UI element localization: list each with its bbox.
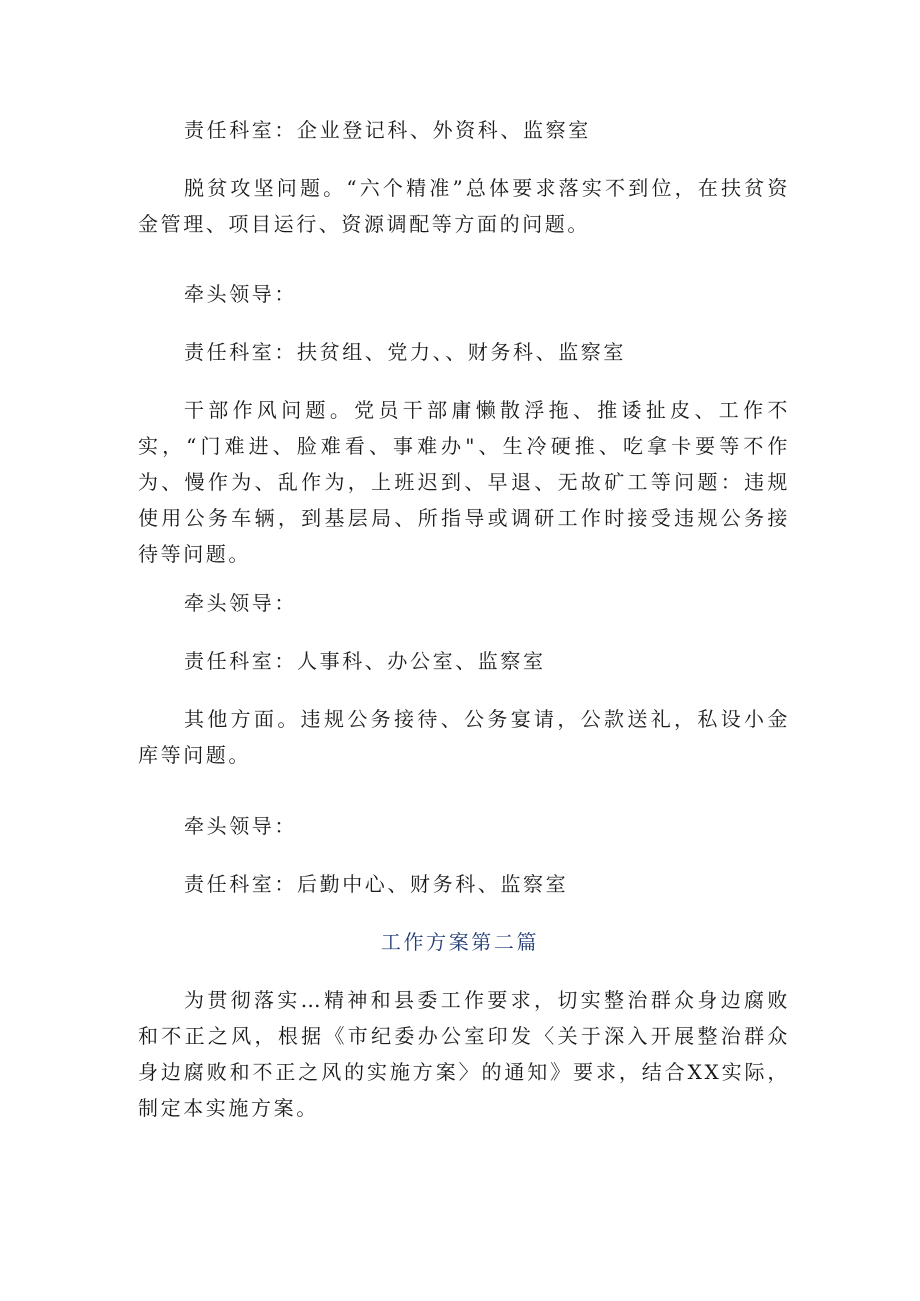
paragraph-responsible-dept-4: 责任科室：后勤中心、财务科、监察室: [184, 872, 569, 896]
paragraph-other-issues: 其他方面。违规公务接待、公务宴请，公款送礼，私设小金库等问题。: [138, 707, 790, 767]
paragraph-responsible-dept-3: 责任科室：人事科、办公室、监察室: [184, 649, 546, 673]
section-heading: 工作方案第二篇: [380, 930, 540, 954]
paragraph-responsible-dept-1: 责任科室：企业登记科、外资科、监察室: [184, 118, 591, 142]
paragraph-lead-leader-3: 牵头领导：: [184, 814, 297, 838]
paragraph-poverty-issue: 脱贫攻坚问题。“六个精准”总体要求落实不到位，在扶贫资金管理、项目运行、资源调配等方面的问题。: [138, 176, 790, 236]
paragraph-cadre-style-issue: 干部作风问题。党员干部庸懒散浮拖、推诿扯皮、工作不实，“门难进、脸难看、事难办"、生冷硬推、吃拿卡要等不作为、慢作为、乱作为，上班迟到、早退、无故矿工等问题：违规使用公务车辆，到基层局、所指导或调研工作时接受违规公务接待等问题。: [138, 398, 790, 566]
paragraph-lead-leader-2: 牵头领导：: [184, 591, 297, 615]
paragraph-section-intro: 为贯彻落实…精神和县委工作要求，切实整治群众身边腐败和不正之风，根据《市纪委办公室印发〈关于深入开展整治群众身边腐败和不正之风的实施方案〉的通知》要求，结合XX实际，制定本实施方案。: [138, 988, 790, 1120]
paragraph-responsible-dept-2: 责任科室：扶贫组、党力、、财务科、监察室: [184, 340, 626, 364]
paragraph-lead-leader-1: 牵头领导：: [184, 282, 297, 306]
